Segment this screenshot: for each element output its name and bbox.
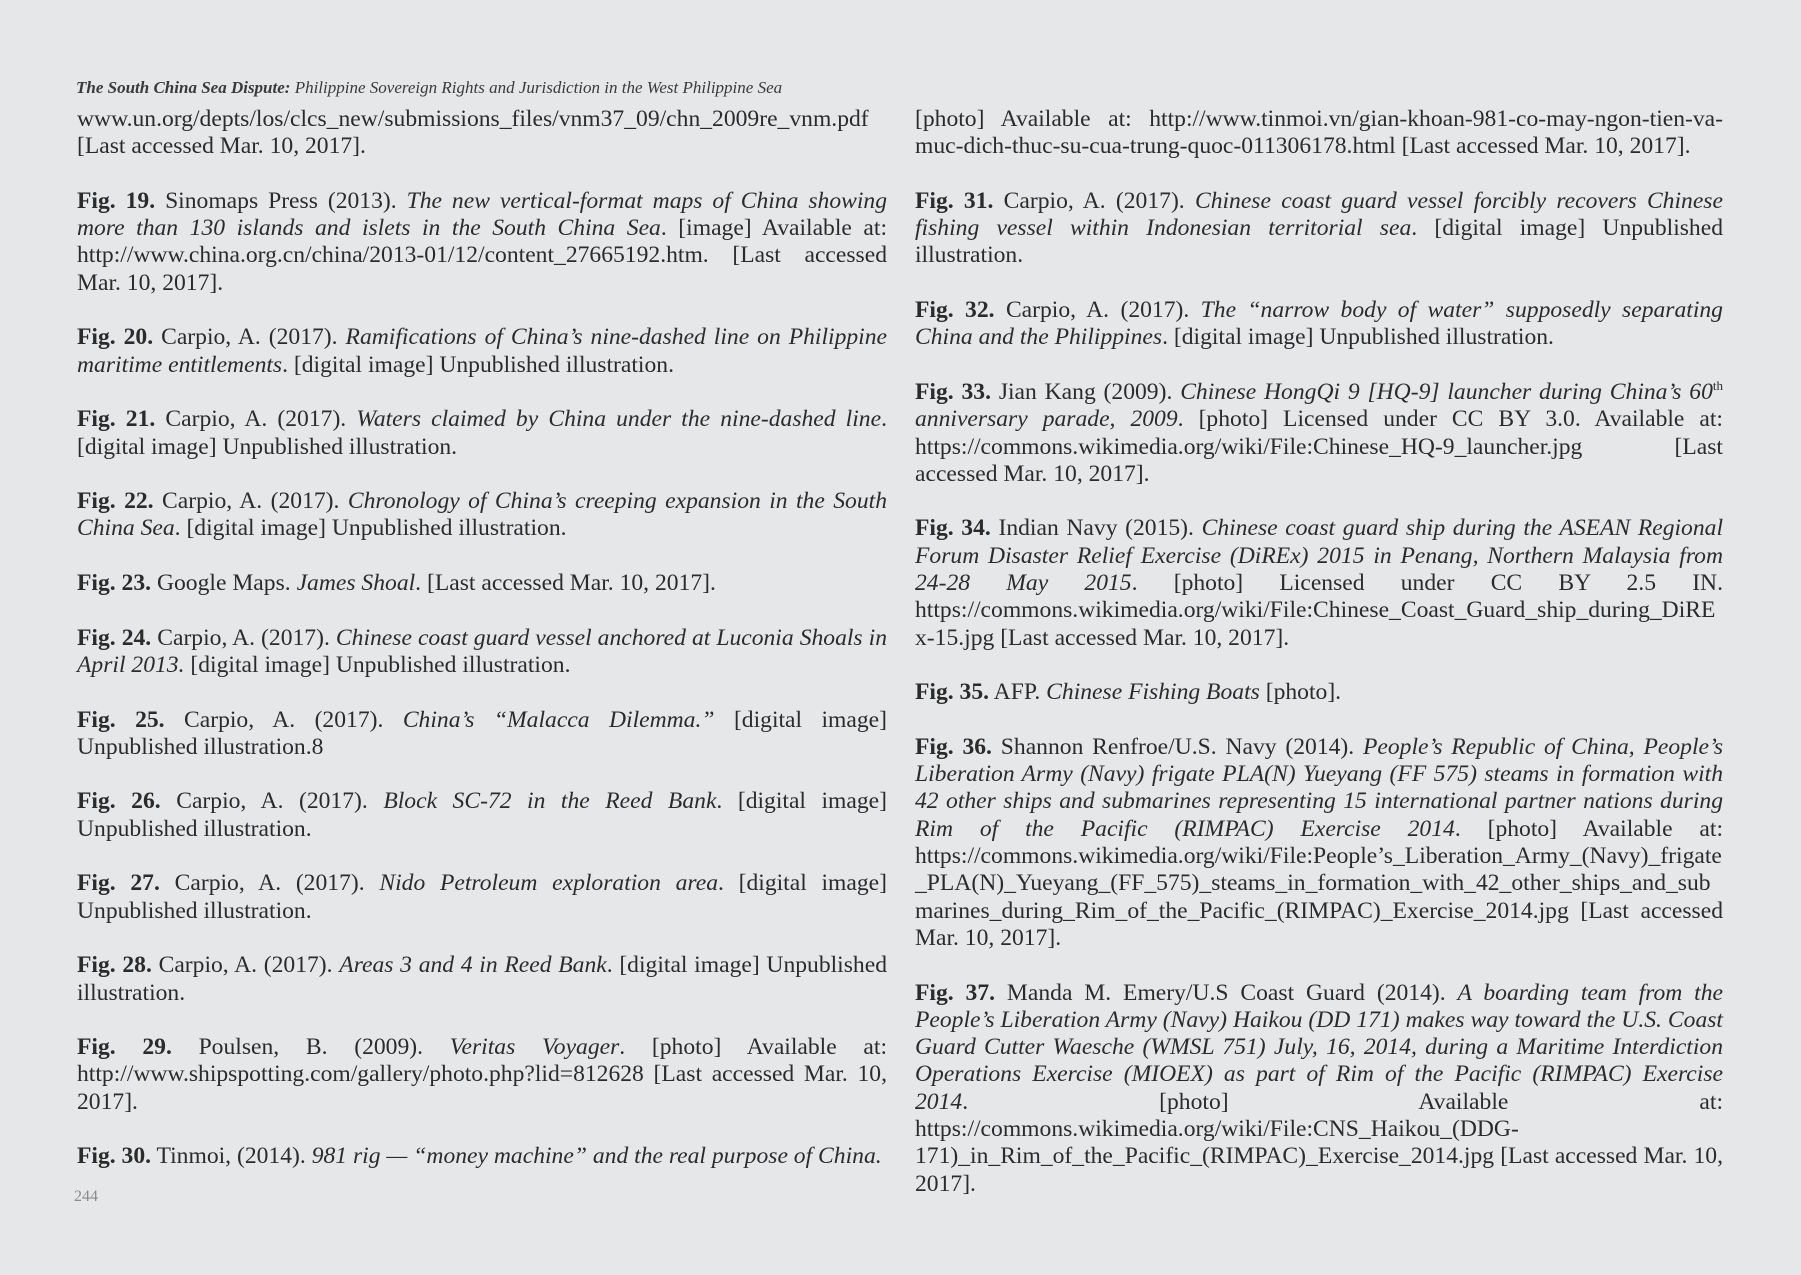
reference-source: Carpio, A. (2017). <box>157 624 330 651</box>
reference-title: China’s “Malacca Dilemma.” <box>402 706 715 733</box>
reference-details: . [photo] Licensed under CC BY 2.5 IN. https://commons.wikimedia.org/wiki/File:Chinese_Coast_Guard_ship_during_DiREx-15.jpg [Last accessed Mar. 10, 2017]. <box>915 570 1723 651</box>
reference-title: Veritas Voyager <box>449 1034 620 1061</box>
reference-entry <box>77 1034 887 1116</box>
reference-entry <box>915 188 1723 270</box>
reference-title: A boarding team from the People’s Liberation Army (Navy) Haikou (DD 171) makes way toward the U.S. Coast Guard Cutter Waesche (WMSL 751) July, 16, 2014, during a Maritime Interdiction Operations Exercise (MIOEX) as part of Rim of the Pacific (RIMPAC) Exercise 2014 <box>915 979 1723 1115</box>
figure-number: Fig. 31. <box>915 187 994 214</box>
reference-details: . [photo] Licensed under CC BY 3.0. Available at: https://commons.wikimedia.org/wiki/File:Chinese_HQ-9_launcher.jpg [Last accessed Mar. 10, 2017]. <box>915 406 1723 487</box>
reference-source: Tinmoi, (2014). <box>156 1143 306 1170</box>
figure-number: Fig. 32. <box>915 297 995 324</box>
figure-number: Fig. 23. <box>77 570 152 597</box>
reference-details: [digital image] Unpublished illustration.8 <box>77 706 887 760</box>
reference-details: . [Last accessed Mar. 10, 2017]. <box>415 570 716 597</box>
reference-title: Chinese coast guard ship during the ASEAN Regional Forum Disaster Relief Exercise (DiREx) 2015 in Penang, Northern Malaysia from 24-28 May 2015 <box>915 515 1724 597</box>
page-number: 244 <box>74 1188 98 1205</box>
reference-source: AFP. <box>993 679 1041 706</box>
figure-number: Fig. 28. <box>77 952 152 979</box>
reference-title: Chronology of China’s creeping expansion in the South China Sea <box>77 488 887 542</box>
reference-entry <box>77 788 887 843</box>
reference-details: . [digital image] Unpublished illustration. <box>282 351 674 378</box>
reference-source: Jian Kang (2009). <box>998 378 1173 405</box>
reference-entry <box>915 679 1723 706</box>
figure-number: Fig. 37. <box>915 979 996 1006</box>
book-subtitle: Philippine Sovereign Rights and Jurisdiction in the West Philippine Sea <box>294 78 783 97</box>
reference-title: Chinese HongQi 9 [HQ-9] launcher during China’s 60 <box>1180 378 1713 405</box>
reference-title: Chinese Fishing Boats <box>1046 679 1260 706</box>
reference-title: Nido Petroleum exploration area <box>379 870 718 897</box>
figure-number: Fig. 21. <box>77 406 156 433</box>
reference-source: www.un.org/depts/los/clcs_new/submissions_files/vnm37_09/chn_2009re_vnm.pdf [Last accessed Mar. 10, 2017]. <box>77 106 869 160</box>
reference-title: Block SC-72 in the Reed Bank <box>383 788 717 815</box>
figure-number: Fig. 34. <box>915 515 991 542</box>
figure-number: Fig. 25. <box>77 706 165 733</box>
reference-entry <box>915 734 1723 952</box>
reference-details: . [digital image] Unpublished illustration. <box>77 952 887 1006</box>
reference-source: Poulsen, B. (2009). <box>198 1034 424 1061</box>
reference-entry <box>77 106 887 161</box>
reference-title: Chinese coast guard vessel anchored at Luconia Shoals in April 2013. <box>77 624 888 678</box>
figure-number: Fig. 22. <box>77 488 154 515</box>
reference-superscript: th <box>1712 378 1724 394</box>
reference-source: Carpio, A. (2017). <box>1005 297 1190 324</box>
reference-source: Carpio, A. (2017). <box>165 406 347 433</box>
reference-source: Carpio, A. (2017). <box>1003 187 1185 214</box>
reference-source: Shannon Renfroe/U.S. Navy (2014). <box>1000 733 1355 760</box>
reference-source: Carpio, A. (2017). <box>158 952 333 979</box>
reference-details: . [image] Available at: http://www.china.org.cn/china/2013-01/12/content_27665192.htm. [Last accessed Mar. 10, 2017]. <box>77 215 888 296</box>
reference-title: Areas 3 and 4 in Reed Bank <box>339 952 607 979</box>
reference-source: Manda M. Emery/U.S Coast Guard (2014). <box>1006 979 1446 1006</box>
reference-details: . [digital image] Unpublished illustration. <box>77 870 887 924</box>
figure-number: Fig. 33. <box>915 378 991 405</box>
reference-entry <box>915 980 1723 1198</box>
reference-title: Waters claimed by China under the nine-dashed line <box>356 406 882 433</box>
right-column <box>915 106 1723 1225</box>
reference-title: The new vertical-format maps of China showing more than 130 islands and islets in the South China Sea <box>77 187 888 242</box>
figure-number: Fig. 20. <box>77 324 154 351</box>
reference-source: Carpio, A. (2017). <box>174 870 365 897</box>
reference-details: [photo]. <box>1265 679 1342 706</box>
reference-entry <box>915 297 1723 352</box>
reference-entry <box>77 707 887 762</box>
reference-title: 981 rig — “money machine” and the real purpose of China. <box>311 1143 882 1170</box>
reference-entry <box>77 188 887 297</box>
reference-title: The “narrow body of water” supposedly separating China and the Philippines <box>915 297 1723 351</box>
reference-title: People’s Republic of China, People’s Liberation Army (Navy) frigate PLA(N) Yueyang (FF 575) steams in formation with 42 other ships and submarines representing 15 international partner nations during Rim of the Pacific (RIMPAC) Exercise 2014 <box>915 733 1724 842</box>
figure-number: Fig. 24. <box>77 624 152 651</box>
reference-details: . [digital image] Unpublished illustration. <box>77 406 887 460</box>
reference-title: James Shoal <box>296 570 416 597</box>
reference-details: . [digital image] Unpublished illustration. <box>174 515 567 542</box>
reference-details: [digital image] Unpublished illustration. <box>190 651 571 678</box>
figure-number: Fig. 19. <box>77 187 156 214</box>
reference-details: . [digital image] Unpublished illustration. <box>915 215 1723 269</box>
reference-details: . [digital image] Unpublished illustration. <box>1162 324 1554 351</box>
reference-entry <box>77 570 887 597</box>
reference-title-cont: anniversary parade, 2009 <box>915 406 1178 433</box>
reference-source: Carpio, A. (2017). <box>161 324 338 351</box>
left-column <box>77 106 887 1198</box>
figure-number: Fig. 26. <box>77 788 161 815</box>
reference-source: Carpio, A. (2017). <box>184 706 384 733</box>
reference-entry <box>77 870 887 925</box>
book-title: The South China Sea Dispute: <box>76 78 291 97</box>
reference-entry <box>77 488 887 543</box>
reference-details: . [digital image] Unpublished illustration. <box>77 788 888 842</box>
reference-entry <box>77 625 887 680</box>
figure-number: Fig. 30. <box>77 1143 152 1170</box>
reference-entry <box>915 106 1723 161</box>
reference-title: Chinese coast guard vessel forcibly recovers Chinese fishing vessel within Indonesian territorial sea <box>915 187 1723 242</box>
reference-details: . [photo] Available at: https://commons.wikimedia.org/wiki/File:CNS_Haikou_(DDG-171)_in_Rim_of_the_Pacific_(RIMPAC)_Exercise_2014.jpg [Last accessed Mar. 10, 2017]. <box>915 1088 1723 1197</box>
figure-number: Fig. 36. <box>915 733 992 760</box>
reference-entry <box>77 406 887 461</box>
reference-source: [photo] Available at: http://www.tinmoi.vn/gian-khoan-981-co-may-ngon-tien-va-muc-dich-thuc-su-cua-trung-quoc-011306178.html [Last accessed Mar. 10, 2017]. <box>915 106 1723 160</box>
reference-details: . [photo] Available at: http://www.shipspotting.com/gallery/photo.php?lid=812628 [Last accessed Mar. 10, 2017]. <box>77 1034 887 1115</box>
reference-source: Google Maps. <box>156 570 291 597</box>
running-head <box>76 78 782 98</box>
figure-number: Fig. 29. <box>77 1034 172 1061</box>
reference-title: Ramifications of China’s nine-dashed line on Philippine maritime entitlements <box>77 324 887 378</box>
reference-entry <box>915 379 1723 488</box>
figure-number: Fig. 35. <box>915 679 990 706</box>
reference-source: Sinomaps Press (2013). <box>165 187 397 214</box>
reference-entry <box>77 1143 887 1170</box>
reference-entry <box>915 515 1723 651</box>
reference-entry <box>77 952 887 1007</box>
figure-number: Fig. 27. <box>77 870 160 897</box>
reference-entry <box>77 324 887 379</box>
reference-source: Indian Navy (2015). <box>998 515 1194 542</box>
reference-source: Carpio, A. (2017). <box>176 788 368 815</box>
reference-details: . [photo] Available at: https://commons.wikimedia.org/wiki/File:People’s_Liberation_Army_(Navy)_frigate_PLA(N)_Yueyang_(FF_575)_steams_in_formation_with_42_other_ships_and_submarines_during_Rim_of_the_Pacific_(RIMPAC)_Exercise_2014.jpg [Last accessed Mar. 10, 2017]. <box>915 815 1723 951</box>
reference-source: Carpio, A. (2017). <box>162 488 340 515</box>
